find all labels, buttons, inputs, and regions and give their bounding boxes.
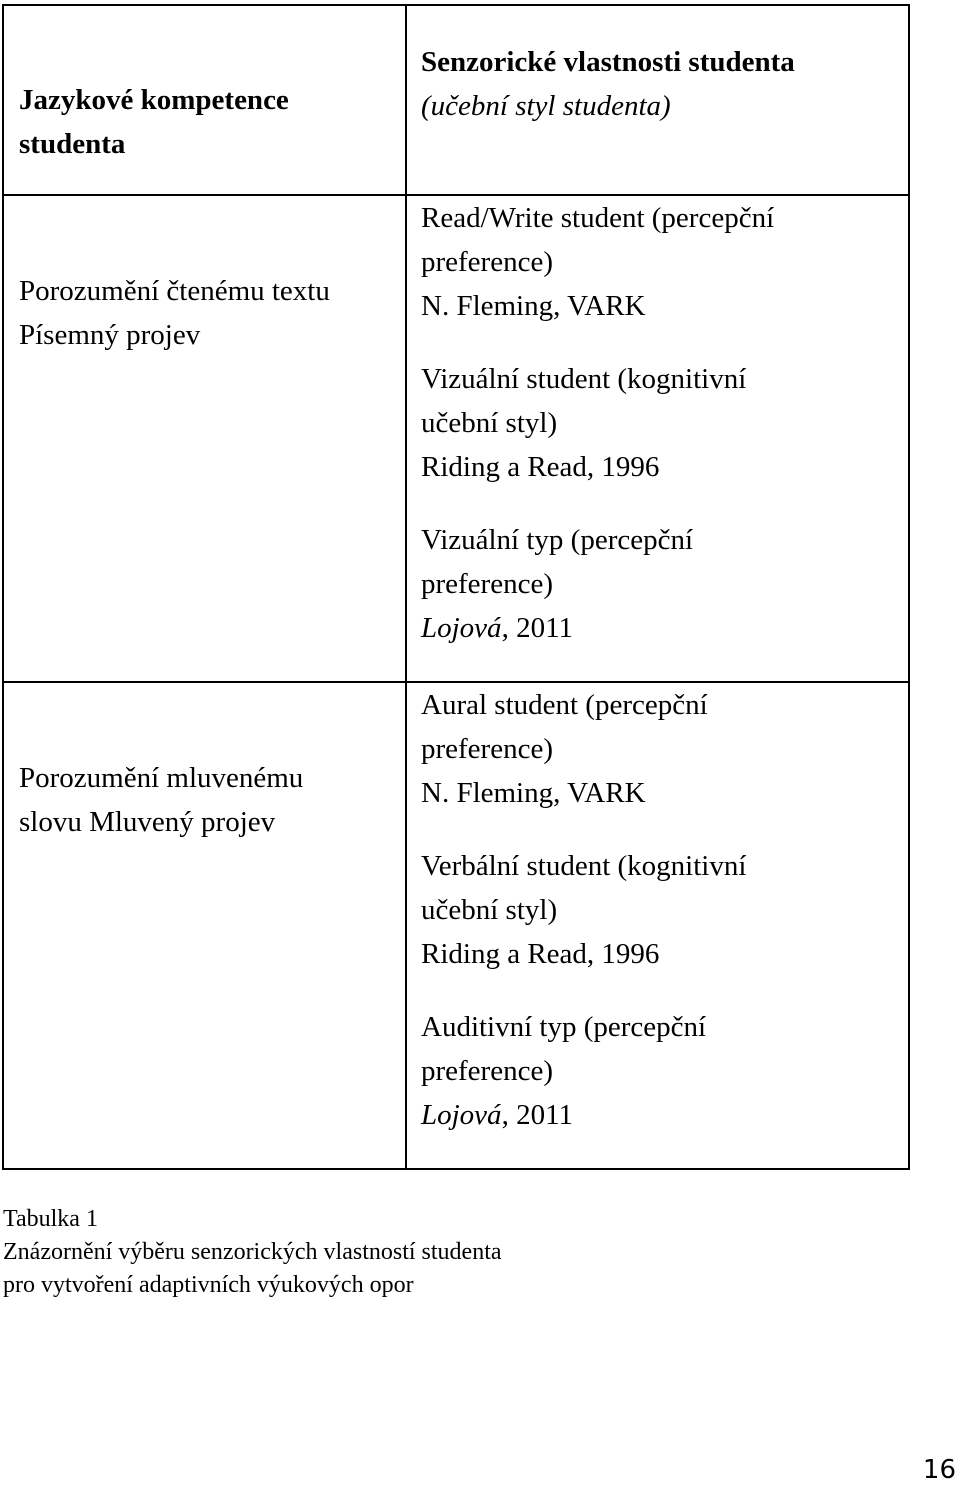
header-left-cell [19,78,289,166]
row2-left-line: slovu Mluvený projev [19,806,276,838]
header-right-cell [421,40,795,128]
header-right-subtitle: (učební styl studenta) [421,90,671,122]
header-left-line: studenta [19,128,126,160]
row1-block1-line: N. Fleming, VARK [421,290,646,322]
row1-left-line: Porozumění čtenému textu [19,275,330,307]
table-caption [3,1203,502,1302]
row1-right-cell [421,196,774,650]
caption-line: pro vytvoření adaptivních výukových opor [3,1272,414,1298]
row1-block3-citation [421,606,774,650]
row2-block2-line: Verbální student (kognitivní [421,850,747,882]
row1-block3-line: Vizuální typ (percepční [421,524,694,556]
row2-block1-line: N. Fleming, VARK [421,777,646,809]
row2-right-cell [421,683,746,1137]
row1-left-cell [19,269,330,357]
row1-left-line: Písemný projev [19,319,201,351]
row2-block3-year: , 2011 [501,1099,573,1131]
row1-block2-line: Riding a Read, 1996 [421,451,660,483]
row1-block3-author: Lojová [421,612,502,644]
row2-block3-citation [421,1093,746,1137]
row2-block1-line: preference) [421,733,553,765]
row1-block1-line: Read/Write student (percepční [421,202,775,234]
header-right-title: Senzorické vlastnosti studenta [421,46,795,78]
column-divider [405,6,407,1168]
caption-line: Znázornění výběru senzorických vlastností studenta [3,1239,502,1265]
comparison-table [2,4,910,1170]
row1-block2-line: učební styl) [421,407,558,439]
row2-block1-line: Aural student (percepční [421,689,708,721]
row2-left-cell [19,756,303,844]
row2-block2-line: učební styl) [421,894,558,926]
caption-label: Tabulka 1 [3,1206,98,1232]
row2-block3-line: preference) [421,1055,553,1087]
row1-block3-line: preference) [421,568,553,600]
row2-block2-line: Riding a Read, 1996 [421,938,660,970]
row1-block2-line: Vizuální student (kognitivní [421,363,747,395]
header-left-line: Jazykové kompetence [19,84,289,116]
row1-block3-year: , 2011 [501,612,573,644]
row1-block1-line: preference) [421,246,553,278]
page-number: 16 [922,1455,956,1485]
row2-left-line: Porozumění mluvenému [19,762,304,794]
row2-block3-author: Lojová [421,1099,502,1131]
row2-block3-line: Auditivní typ (percepční [421,1011,707,1043]
